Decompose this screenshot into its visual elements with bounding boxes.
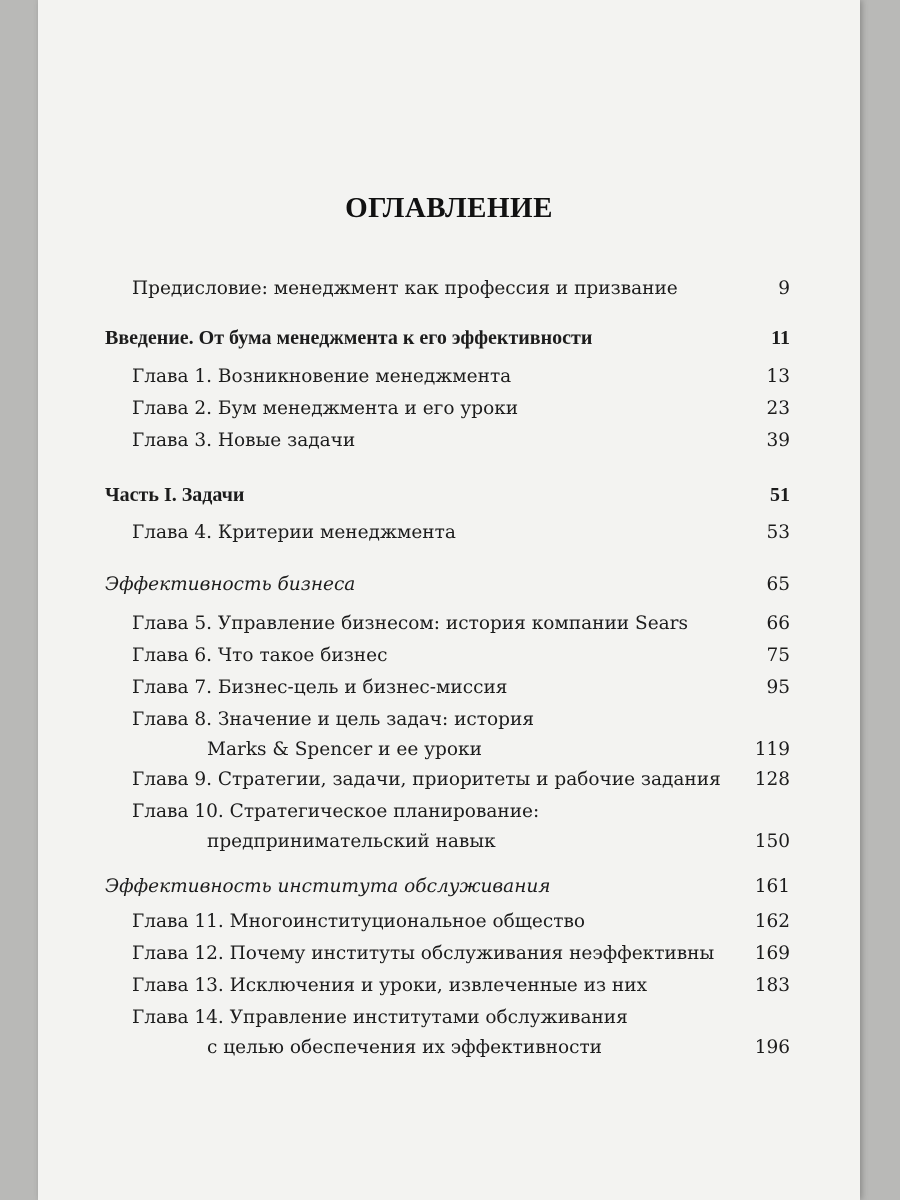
toc-entry-subsection xyxy=(0,876,900,912)
toc-entry xyxy=(0,430,900,466)
toc-entry xyxy=(0,709,900,773)
toc-entry xyxy=(0,522,900,558)
entry-page: 128 xyxy=(754,769,790,790)
toc-title: ОГЛАВЛЕНИЕ xyxy=(345,192,553,224)
entry-page: 95 xyxy=(766,677,790,698)
toc-entry xyxy=(0,398,900,434)
toc-entry xyxy=(0,1007,900,1071)
toc-entry xyxy=(0,911,900,947)
toc-entry xyxy=(0,613,900,649)
entry-text: Глава 3. Новые задачи xyxy=(132,430,356,451)
entry-page: 183 xyxy=(754,975,790,996)
entry-page: 169 xyxy=(754,943,790,964)
entry-page: 23 xyxy=(766,398,790,419)
toc-entry xyxy=(0,677,900,713)
entry-text: Введение. От бума менеджмента к его эффективности xyxy=(105,327,593,349)
entry-text: Глава 6. Что такое бизнес xyxy=(132,645,388,666)
entry-page: 13 xyxy=(766,366,790,387)
entry-page: 161 xyxy=(754,876,790,897)
entry-text: Глава 11. Многоинституциональное общество xyxy=(132,911,586,932)
entry-text: Глава 8. Значение и цель задач: история xyxy=(132,709,534,730)
entry-page: 66 xyxy=(766,613,790,634)
entry-text: Глава 10. Стратегическое планирование: xyxy=(132,801,540,822)
entry-page: 196 xyxy=(754,1037,790,1058)
entry-text: Глава 2. Бум менеджмента и его уроки xyxy=(132,398,519,419)
toc-entry xyxy=(0,366,900,402)
toc-entry xyxy=(0,278,900,314)
entry-text-continued: с целью обеспечения их эффективности xyxy=(207,1037,603,1058)
toc-entry xyxy=(0,943,900,979)
entry-text: Глава 7. Бизнес-цель и бизнес-миссия xyxy=(132,677,508,698)
toc-entry-subsection xyxy=(0,574,900,610)
entry-page: 162 xyxy=(754,911,790,932)
toc-entry xyxy=(0,769,900,805)
entry-text: Часть I. Задачи xyxy=(105,484,245,506)
entry-text: Глава 4. Критерии менеджмента xyxy=(132,522,456,543)
toc-entry xyxy=(0,645,900,681)
entry-page: 11 xyxy=(771,327,790,349)
entry-text: Глава 5. Управление бизнесом: история компании Sears xyxy=(132,613,689,634)
entry-text: Эффективность института обслуживания xyxy=(105,876,551,897)
toc-entry-part xyxy=(0,484,900,520)
toc-entry xyxy=(0,975,900,1011)
entry-text-continued: Marks & Spencer и ее уроки xyxy=(207,739,482,760)
entry-text: Эффективность бизнеса xyxy=(105,574,356,595)
entry-page: 75 xyxy=(766,645,790,666)
entry-text: Глава 12. Почему институты обслуживания неэффективны xyxy=(132,943,715,964)
entry-text: Глава 1. Возникновение менеджмента xyxy=(132,366,512,387)
toc-entry xyxy=(0,801,900,865)
entry-page: 9 xyxy=(778,278,790,299)
entry-text: Глава 13. Исключения и уроки, извлеченные из них xyxy=(132,975,648,996)
entry-page: 150 xyxy=(754,831,790,852)
entry-text: Глава 9. Стратегии, задачи, приоритеты и рабочие задания xyxy=(132,769,721,790)
entry-page: 53 xyxy=(766,522,790,543)
toc-entry-section xyxy=(0,327,900,363)
entry-page: 39 xyxy=(766,430,790,451)
entry-text: Предисловие: менеджмент как профессия и призвание xyxy=(132,278,678,299)
entry-text-continued: предпринимательский навык xyxy=(207,831,496,852)
entry-page: 65 xyxy=(766,574,790,595)
entry-text: Глава 14. Управление институтами обслуживания xyxy=(132,1007,628,1028)
entry-page: 51 xyxy=(770,484,790,506)
entry-page: 119 xyxy=(754,739,790,760)
